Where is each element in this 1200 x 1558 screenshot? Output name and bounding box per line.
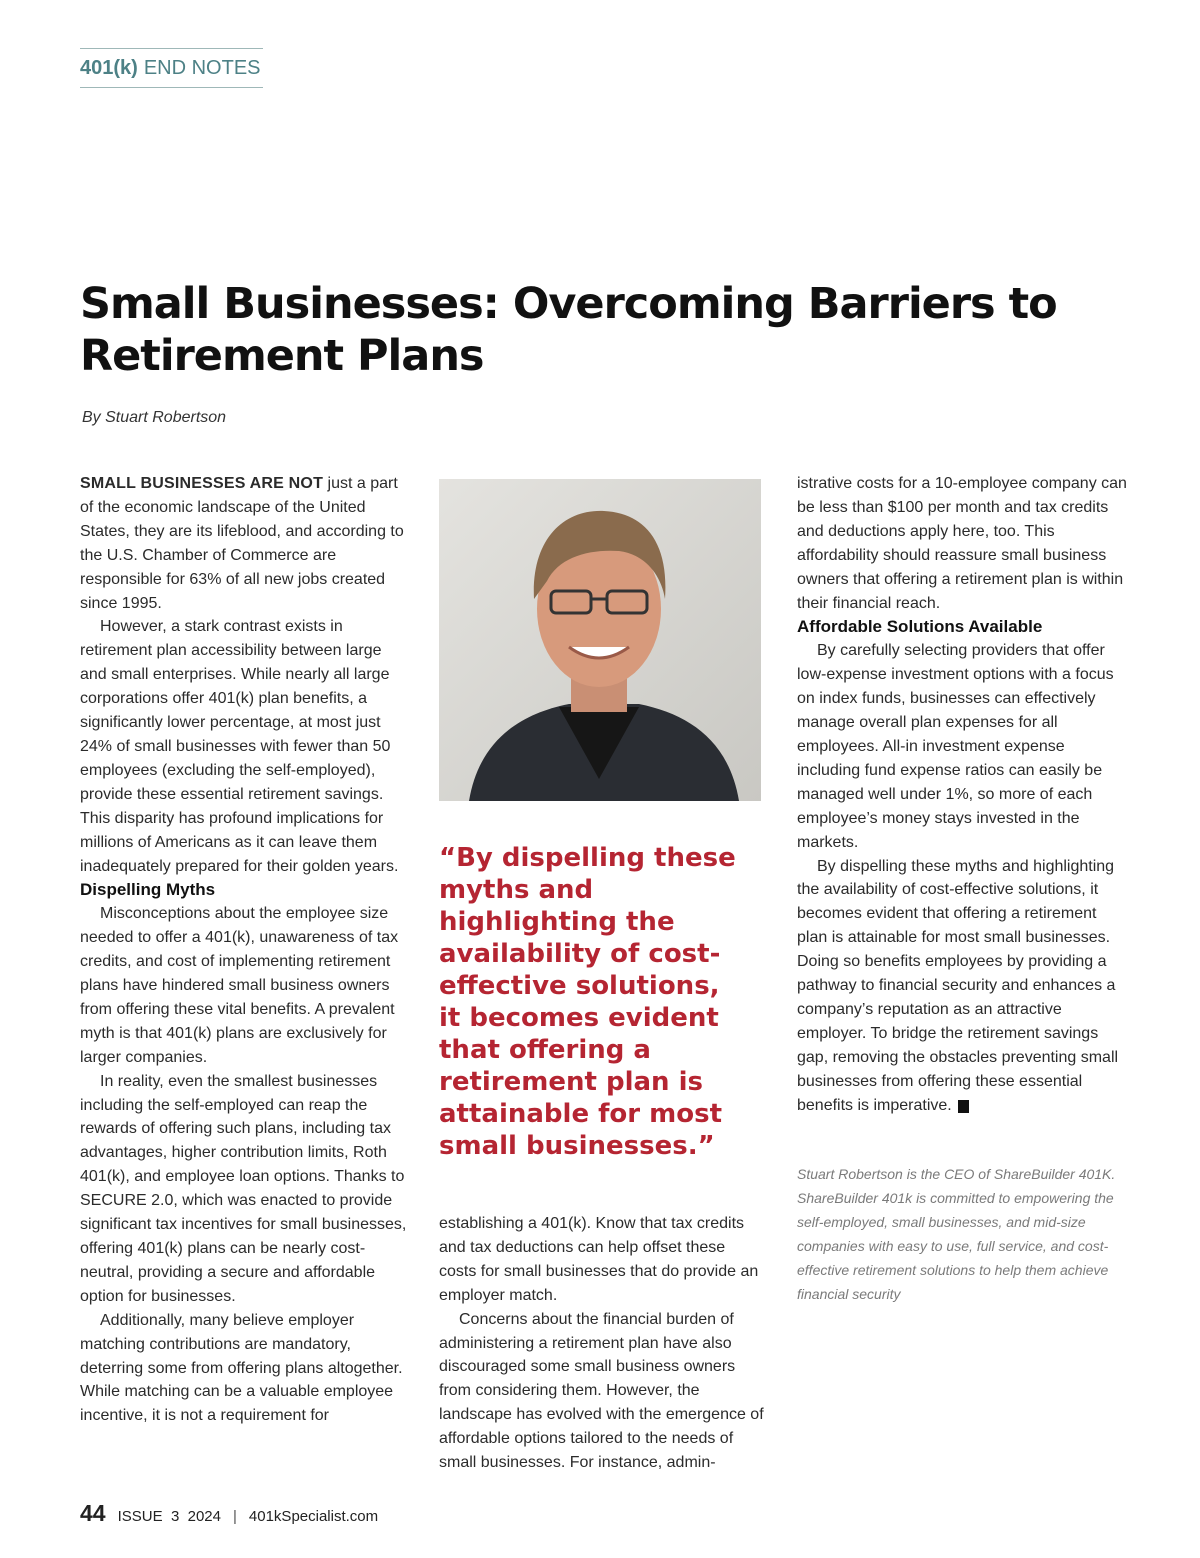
article-column-2 (439, 1212, 764, 1475)
portrait-illustration (439, 479, 761, 801)
paragraph-text: just a part of the economic landscape of the United States, they are its lifeblood, and according to the U.S. Chamber of Commerce are responsible for 63% of all new jobs created since 1995. (80, 475, 404, 612)
paragraph: By carefully selecting providers that offer low-expense investment options with a focus on index funds, businesses can effectively manage overall plan expenses for all employees. All-in investment expense including fund expense ratios can easily be managed well under 1%, so more of each employee’s money stays invested in the markets. (797, 642, 1114, 851)
footer-separator: | (233, 1508, 237, 1525)
article-column-1 (80, 472, 410, 1428)
paragraph: Concerns about the financial burden of administering a retirement plan have also discouraged some small business owners from considering them. However, the landscape has evolved with the emergence of affordable options tailored to the needs of small businesses. For instance, admin- (439, 1310, 764, 1472)
paragraph (797, 855, 1127, 1118)
paragraph: Misconceptions about the employee size needed to offer a 401(k), unawareness of tax credits, and cost of implementing retirement plans have hindered small business owners from offering these vital benefits. A prevalent myth is that 401(k) plans are exclusively for larger companies. (80, 905, 399, 1066)
pull-quote: “By dispelling these myths and highlighting the availability of cost-effective solutions, it becomes evident that offering a retirement plan is attainable for most small businesses.” (439, 843, 736, 1161)
page-number: 44 (80, 1500, 106, 1526)
section-header (80, 48, 263, 88)
byline: By Stuart Robertson (82, 409, 227, 426)
paragraph (80, 472, 410, 615)
paragraph-text: By dispelling these myths and highlighting the availability of cost-effective solutions, it becomes evident that offering a retirement plan is attainable for most small businesses. Doing so benefits employees by providing a pathway to financial security and enhances a company’s reputation as an attractive employer. To bridge the retirement savings gap, removing the obstacles preventing small businesses from offering these essential benefits is imperative. (797, 857, 1119, 1114)
article-column-3 (797, 472, 1127, 1117)
paragraph: However, a stark contrast exists in retirement plan accessibility between large and small enterprises. While nearly all large corporations offer 401(k) plan benefits, a significantly lower percentage, at most just 24% of small businesses with fewer than 50 employees (excluding the self-employed), provide these essential retirement savings. This disparity has profound implications for millions of Americans as it can leave them inadequately prepared for their golden years. (80, 618, 399, 875)
author-bio: Stuart Robertson is the CEO of ShareBuilder 401K. ShareBuilder 401k is committed to empowering the self-employed, small businesses, and mid-size companies with easy to use, full service, and cost-effective retirement solutions to help them achieve financial security (797, 1166, 1116, 1302)
lead-in: SMALL BUSINESSES ARE NOT (80, 475, 324, 492)
end-mark-icon: K (958, 1100, 969, 1113)
paragraph: establishing a 401(k). Know that tax credits and tax deductions can help offset these costs for small businesses that do provide an employer match. (439, 1215, 759, 1304)
article-title: Small Businesses: Overcoming Barriers to Retirement Plans (80, 279, 1057, 381)
section-brand: 401(k) (80, 56, 138, 79)
paragraph: istrative costs for a 10-employee company can be less than $100 per month and tax credits and deductions apply here, too. This affordability should reassure small business owners that offering a retirement plan is within their financial reach. (797, 475, 1127, 612)
issue-label: ISSUE 3 2024 (117, 1508, 221, 1525)
page-footer (80, 1500, 378, 1527)
section-name: END NOTES (143, 56, 261, 79)
site-link[interactable]: 401kSpecialist.com (248, 1508, 379, 1525)
paragraph: Additionally, many believe employer matching contributions are mandatory, deterring some from offering plans altogether. While matching can be a valuable employee incentive, it is not a requirement for (80, 1311, 403, 1425)
paragraph: In reality, even the smallest businesses including the self-employed can reap the rewards of offering such plans, including tax advantages, higher contribution limits, Roth 401(k), and employee loan options. Thanks to SECURE 2.0, which was enacted to provide significant tax incentives for small businesses, offering 401(k) plans can be nearly cost-neutral, providing a secure and affordable option for businesses. (80, 1072, 407, 1305)
author-photo (439, 479, 761, 801)
subheading: Dispelling Myths (80, 880, 216, 900)
subheading: Affordable Solutions Available (797, 617, 1043, 637)
